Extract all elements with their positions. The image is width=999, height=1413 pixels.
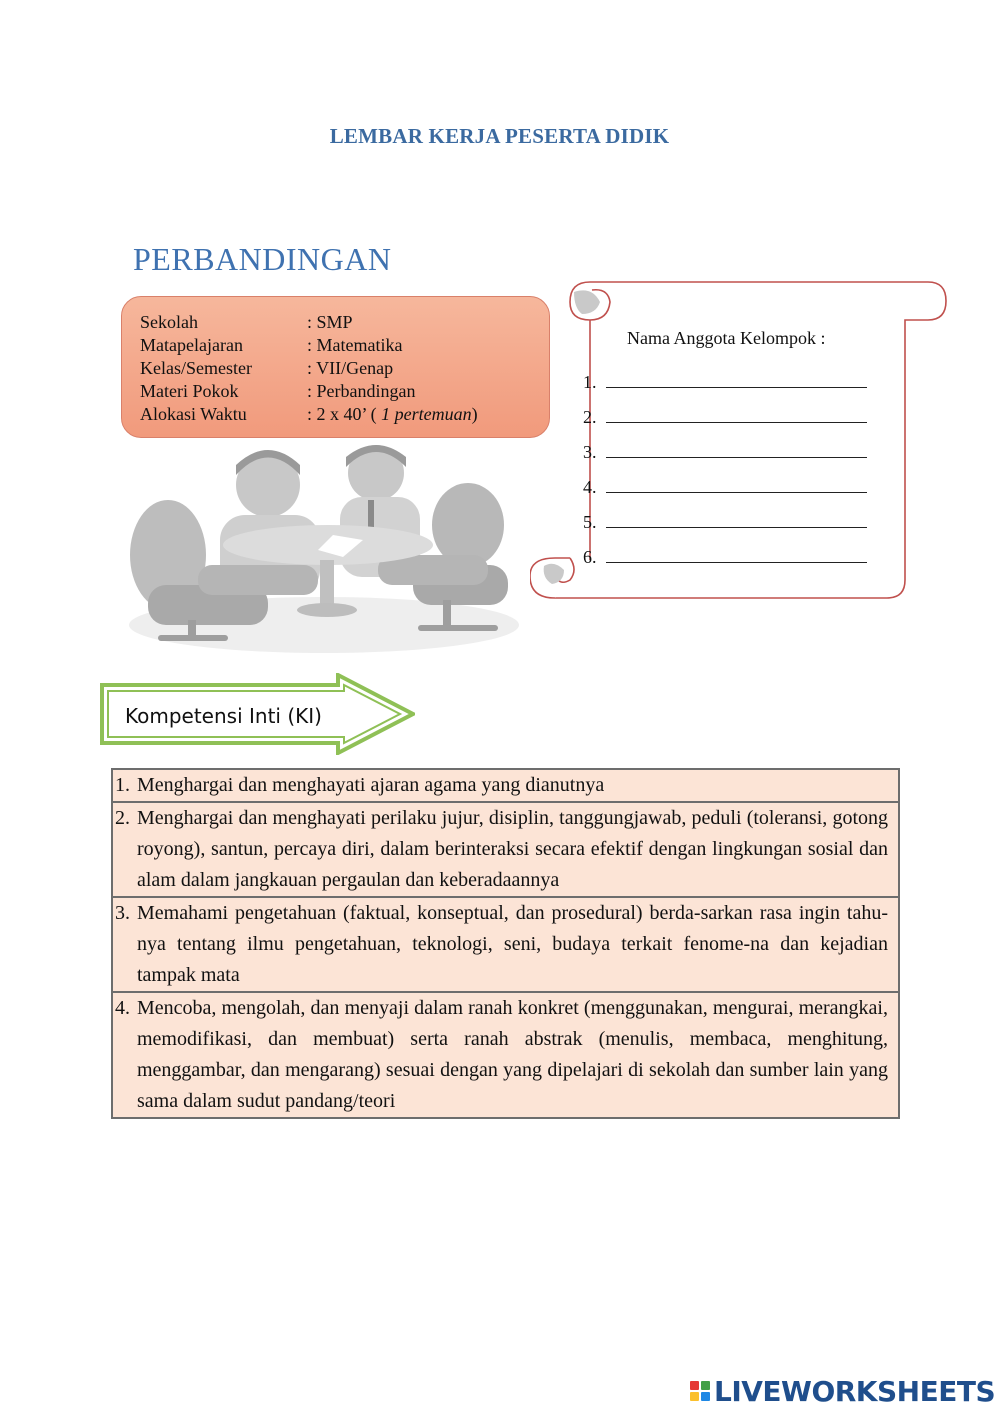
member-name-field[interactable] [606,440,867,458]
info-label: Matapelajaran [140,335,243,355]
member-row [583,475,867,498]
ki-text: Menghargai dan menghayati perilaku jujur, disiplin, tanggungjawab, peduli (toleransi, gotong royong), santun, percaya diri, dalam berinteraksi secara efektif dengan lingkungan sosial dan alam dalam jangkauan pergaulan dan keberadaannya [137,807,888,891]
info-row-material [140,380,415,403]
brand-text: LIVEWORKSHEETS [714,1374,996,1408]
liveworksheets-logo[interactable] [690,1374,995,1408]
ki-number: 4. [115,997,130,1019]
info-label: Sekolah [140,312,198,332]
ki-text: Memahami pengetahuan (faktual, konseptual, dan prosedural) berda-sarkan rasa ingin tahu-nya tentang ilmu pengetahuan, teknologi, seni, budaya terkait fenome-na dan kejadian tampak mata [137,902,888,986]
ki-text: Mencoba, mengolah, dan menyaji dalam ranah konkret (menggunakan, mengurai, merangkai, memodifikasi, dan membuat) serta ranah abstrak (menulis, membaca, menghitung, menggambar, dan mengarang) sesuai dengan yang dipelajari di sekolah dan sumber lain yang sama dalam sudut pandang/teori [137,997,888,1112]
info-row-class [140,357,393,380]
info-label: Kelas/Semester [140,358,252,378]
discussion-illustration [128,445,520,657]
table-cell [112,897,899,992]
info-value: : Perbandingan [307,381,416,401]
ki-table [111,768,900,1119]
info-value: : SMP [307,312,353,332]
table-row [112,992,899,1118]
member-number: 1. [583,372,597,392]
member-row [583,370,867,393]
member-name-field[interactable] [606,370,867,388]
member-name-field[interactable] [606,475,867,493]
table-cell [112,992,899,1118]
ki-number: 1. [115,774,130,796]
members-title: Nama Anggota Kelompok : [627,328,826,348]
info-label: Materi Pokok [140,381,239,401]
member-row [583,510,867,533]
info-value-end: ) [471,404,478,424]
ki-heading: Kompetensi Inti (KI) [125,704,322,728]
member-name-field[interactable] [606,545,867,563]
info-value: : 2 x 40’ ( [307,404,382,424]
member-number: 2. [583,407,597,427]
table-cell [112,802,899,897]
member-row [583,545,867,568]
table-row [112,802,899,897]
document-title: LEMBAR KERJA PESERTA DIDIK [329,124,670,148]
member-number: 3. [583,442,597,462]
member-row [583,405,867,428]
table-cell [112,769,899,802]
info-row-time [140,403,478,426]
table-row [112,897,899,992]
member-row [583,440,867,463]
info-row-subject [140,334,402,357]
info-value-italic: 1 pertemuan [381,404,472,424]
info-value: : VII/Genap [307,358,394,378]
info-box [121,296,550,438]
member-number: 6. [583,547,597,567]
logo-blocks-icon [690,1381,710,1401]
ki-text: Menghargai dan menghayati ajaran agama yang dianutnya [137,774,605,796]
ki-number: 2. [115,807,130,829]
info-value: : Matematika [307,335,403,355]
ki-number: 3. [115,902,130,924]
info-row-school [140,311,353,334]
info-label: Alokasi Waktu [140,404,247,424]
table-row [112,769,899,802]
member-name-field[interactable] [606,405,867,423]
member-name-field[interactable] [606,510,867,528]
member-number: 4. [583,477,597,497]
member-number: 5. [583,512,597,532]
topic-title: PERBANDINGAN [133,241,392,277]
